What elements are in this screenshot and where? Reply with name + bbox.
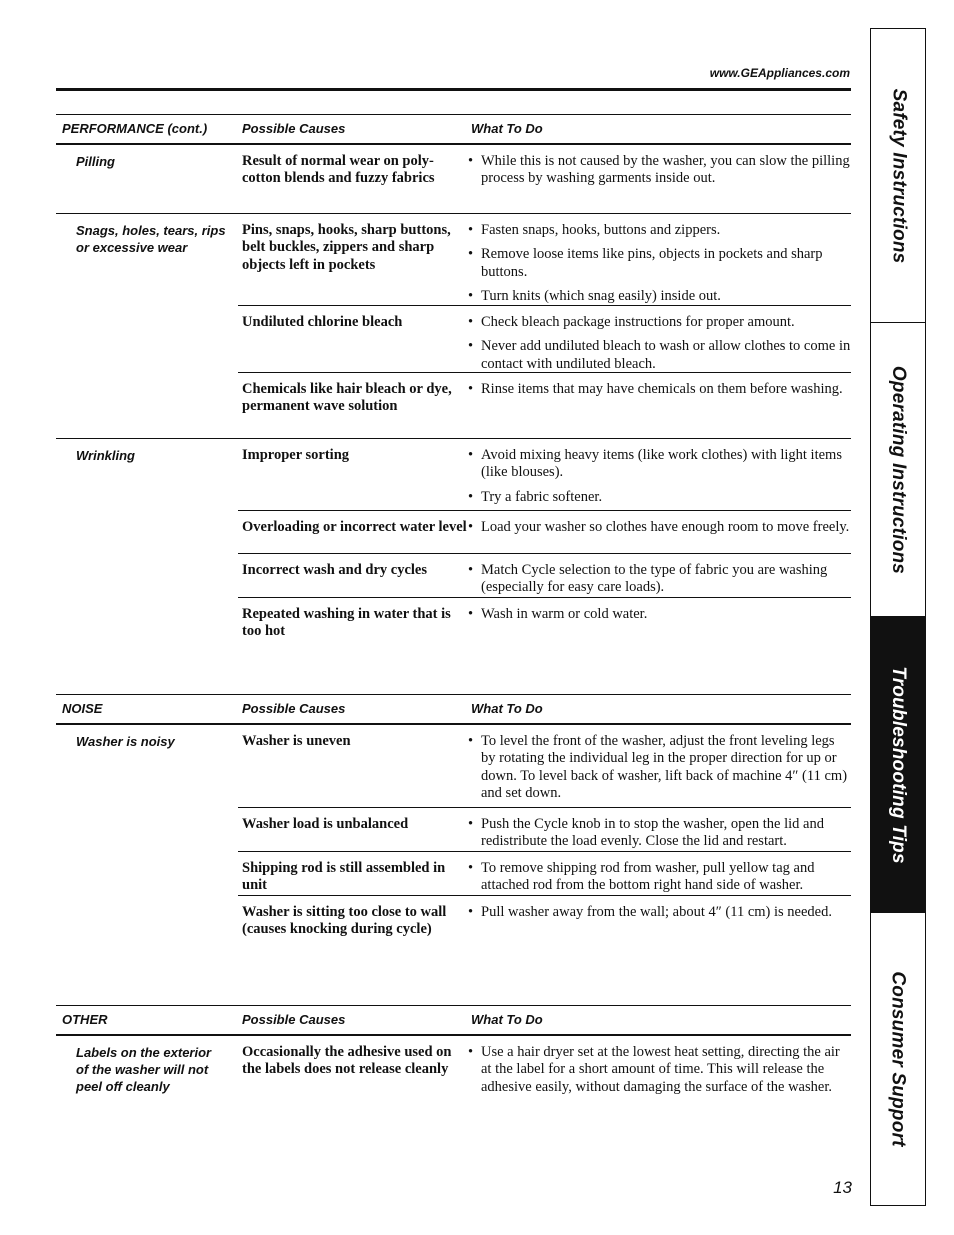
cause-row	[238, 598, 851, 648]
problem-group-pilling	[56, 145, 851, 214]
cause-text: Shipping rod is still assembled in unit	[242, 860, 446, 894]
cause-row	[238, 725, 851, 808]
todo-item: • Try a fabric softener.	[468, 489, 851, 506]
cause-text: Occasionally the adhesive used on the labels does not release cleanly	[242, 1044, 452, 1078]
top-rule	[56, 88, 851, 91]
side-tabs	[870, 28, 926, 1206]
cause-text: Result of normal wear on poly-cotton blends and fuzzy fabrics	[242, 153, 435, 187]
cause-text: Incorrect wash and dry cycles	[242, 562, 427, 578]
problem-label: Pilling	[76, 154, 115, 169]
problem-label: Labels on the exterior of the washer will not peel off cleanly	[76, 1045, 212, 1094]
todo-item: • Check bleach package instructions for proper amount.	[468, 314, 851, 331]
cause-row	[238, 373, 851, 438]
site-url[interactable]: www.GEAppliances.com	[709, 66, 850, 80]
what-to-do-header: What To Do	[471, 1012, 543, 1027]
problem-group-wrinkling	[56, 439, 851, 648]
cause-text: Improper sorting	[242, 447, 350, 463]
other-section	[56, 1005, 851, 1120]
tab-label: Safety Instructions	[888, 88, 909, 263]
cause-row	[238, 439, 851, 511]
cause-row	[238, 852, 851, 896]
todo-item: • To level the front of the washer, adjust the front leveling legs by rotating the individual leg in the proper direction for up or down. To level back of washer, lift back of machine 4″ (11 cm) and set down.	[468, 733, 851, 802]
tab-label: Consumer Support	[888, 971, 910, 1147]
cause-text: Washer is uneven	[242, 733, 351, 749]
problem-label: Wrinkling	[76, 448, 135, 463]
tab-troubleshooting-tips[interactable]	[871, 617, 925, 913]
cause-text: Washer is sitting too close to wall (causes knocking during cycle)	[242, 904, 447, 938]
noise-section	[56, 694, 851, 956]
todo-item: • While this is not caused by the washer, you can slow the pilling process by washing garments inside out.	[468, 153, 851, 188]
possible-causes-header: Possible Causes	[242, 1012, 346, 1027]
todo-item: • Rinse items that may have chemicals on them before washing.	[468, 381, 851, 398]
cause-text: Washer load is unbalanced	[242, 816, 409, 832]
todo-item: • Push the Cycle knob in to stop the washer, open the lid and redistribute the load evenly. Close the lid and restart.	[468, 816, 851, 851]
problem-group-labels	[56, 1036, 851, 1120]
performance-section	[56, 114, 851, 648]
cause-text: Chemicals like hair bleach or dye, permanent wave solution	[242, 381, 452, 415]
cause-text: Pins, snaps, hooks, sharp buttons, belt buckles, zippers and sharp objects left in pockets	[242, 222, 451, 273]
todo-item: • Match Cycle selection to the type of fabric you are washing (especially for easy care loads).	[468, 562, 851, 597]
what-to-do-header: What To Do	[471, 701, 543, 716]
cause-row	[238, 306, 851, 373]
tab-consumer-support[interactable]	[871, 913, 925, 1205]
section-title: OTHER	[62, 1012, 108, 1027]
page-number: 13	[833, 1178, 852, 1197]
possible-causes-header: Possible Causes	[242, 701, 346, 716]
tab-safety-instructions[interactable]	[871, 29, 925, 323]
possible-causes-header: Possible Causes	[242, 121, 346, 136]
todo-item: • Pull washer away from the wall; about 4″ (11 cm) is needed.	[468, 904, 851, 921]
cause-row	[238, 896, 851, 956]
todo-item: • Remove loose items like pins, objects in pockets and sharp buttons.	[468, 246, 851, 281]
cause-row	[238, 1036, 851, 1120]
problem-group-noisy	[56, 725, 851, 956]
cause-row	[238, 214, 851, 306]
todo-item: • Use a hair dryer set at the lowest heat setting, directing the air at the label for a short amount of time. This will release the adhesive easily, without damaging the surface of the washer.	[468, 1044, 851, 1096]
todo-item: • Never add undiluted bleach to wash or allow clothes to come in contact with undiluted bleach.	[468, 338, 851, 373]
cause-row	[238, 511, 851, 554]
section-header	[56, 1005, 851, 1036]
cause-text: Undiluted chlorine bleach	[242, 314, 403, 330]
todo-item: • Turn knits (which snag easily) inside out.	[468, 288, 851, 305]
cause-row	[238, 808, 851, 852]
tab-operating-instructions[interactable]	[871, 323, 925, 617]
todo-item: • Load your washer so clothes have enough room to move freely.	[468, 519, 851, 536]
cause-text: Overloading or incorrect water level	[242, 519, 467, 535]
problem-group-snags	[56, 214, 851, 439]
todo-item: • Fasten snaps, hooks, buttons and zippers.	[468, 222, 851, 239]
problem-label: Washer is noisy	[76, 734, 175, 749]
section-title: PERFORMANCE (cont.)	[62, 121, 208, 136]
section-title: NOISE	[62, 701, 103, 716]
cause-row	[238, 554, 851, 598]
todo-item: • Avoid mixing heavy items (like work clothes) with light items (like blouses).	[468, 447, 851, 482]
tab-label: Operating Instructions	[888, 365, 910, 574]
problem-label: Snags, holes, tears, rips or excessive wear	[76, 223, 226, 255]
section-header	[56, 694, 851, 725]
tab-label: Troubleshooting Tips	[888, 665, 909, 864]
cause-text: Repeated washing in water that is too hot	[242, 606, 451, 640]
section-header	[56, 114, 851, 145]
cause-row	[238, 145, 851, 213]
todo-item: • Wash in warm or cold water.	[468, 606, 851, 623]
todo-item: • To remove shipping rod from washer, pull yellow tag and attached rod from the bottom right hand side of washer.	[468, 860, 851, 895]
what-to-do-header: What To Do	[471, 121, 543, 136]
